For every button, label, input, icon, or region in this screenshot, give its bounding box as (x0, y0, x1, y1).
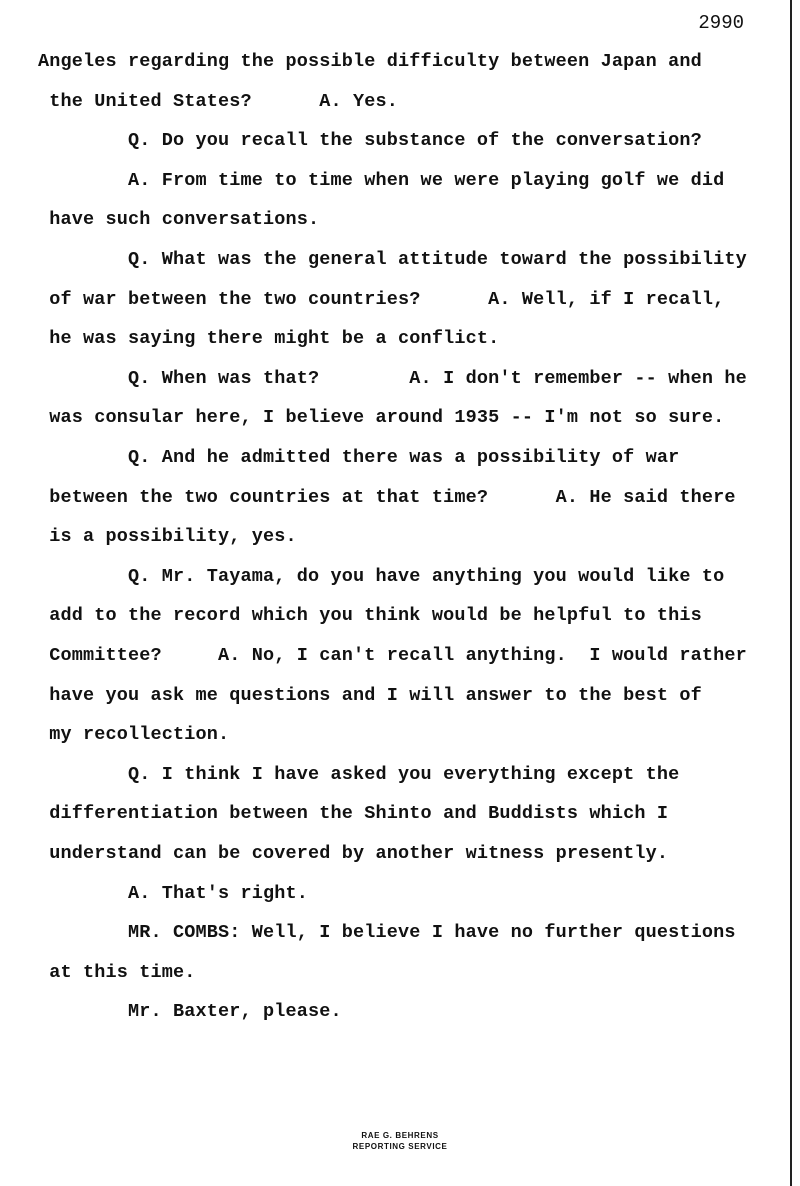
transcript-line: my recollection. (38, 724, 230, 746)
transcript-line: Angeles regarding the possible difficulty between Japan and (38, 51, 702, 72)
transcript-line: A. That's right. (38, 882, 309, 904)
transcript-line: Q. Mr. Tayama, do you have anything you would like to (38, 565, 725, 587)
transcript-line: Q. And he admitted there was a possibility of war (38, 447, 680, 468)
transcript-line: add to the record which you think would be helpful to this (38, 605, 702, 627)
transcript-line: MR. COMBS: Well, I believe I have no further questions (38, 922, 736, 944)
transcript-line: he was saying there might be a conflict. (38, 328, 500, 350)
transcript-line: understand can be covered by another witness presently. (38, 843, 669, 864)
transcript-line: Q. Do you recall the substance of the conversation? (38, 130, 702, 152)
transcript-line: have such conversations. (38, 209, 320, 231)
transcript-line: Q. When was that? A. I don't remember -- when he (38, 367, 747, 389)
transcript-line: is a possibility, yes. (38, 526, 297, 548)
transcript-line: between the two countries at that time? A. He said there (38, 486, 736, 508)
transcript-line: A. From time to time when we were playing golf we did (38, 169, 725, 191)
transcript-line: was consular here, I believe around 1935 -- I'm not so sure. (38, 407, 725, 429)
transcript-line: have you ask me questions and I will answer to the best of (38, 684, 702, 706)
transcript-line: at this time. (38, 961, 196, 983)
transcript-line: differentiation between the Shinto and Buddists which I (38, 803, 669, 825)
right-margin-rule (790, 0, 792, 1186)
transcript-line: the United States? A. Yes. (38, 90, 399, 112)
transcript-line: Mr. Baxter, please. (38, 1001, 342, 1023)
transcript-line: Committee? A. No, I can't recall anything. I would rather (38, 645, 747, 666)
footer-service-name: REPORTING SERVICE (352, 1142, 448, 1151)
transcript-line: Q. What was the general attitude toward the possibility (38, 249, 747, 270)
transcript-line: of war between the two countries? A. Well, if I recall, (38, 288, 725, 310)
footer-reporter-name: RAE G. BEHRENS (361, 1131, 439, 1140)
transcript-line: Q. I think I have asked you everything except the (38, 763, 680, 785)
page-number: 2990 (698, 12, 744, 34)
reporting-service-footer (0, 1130, 800, 1152)
